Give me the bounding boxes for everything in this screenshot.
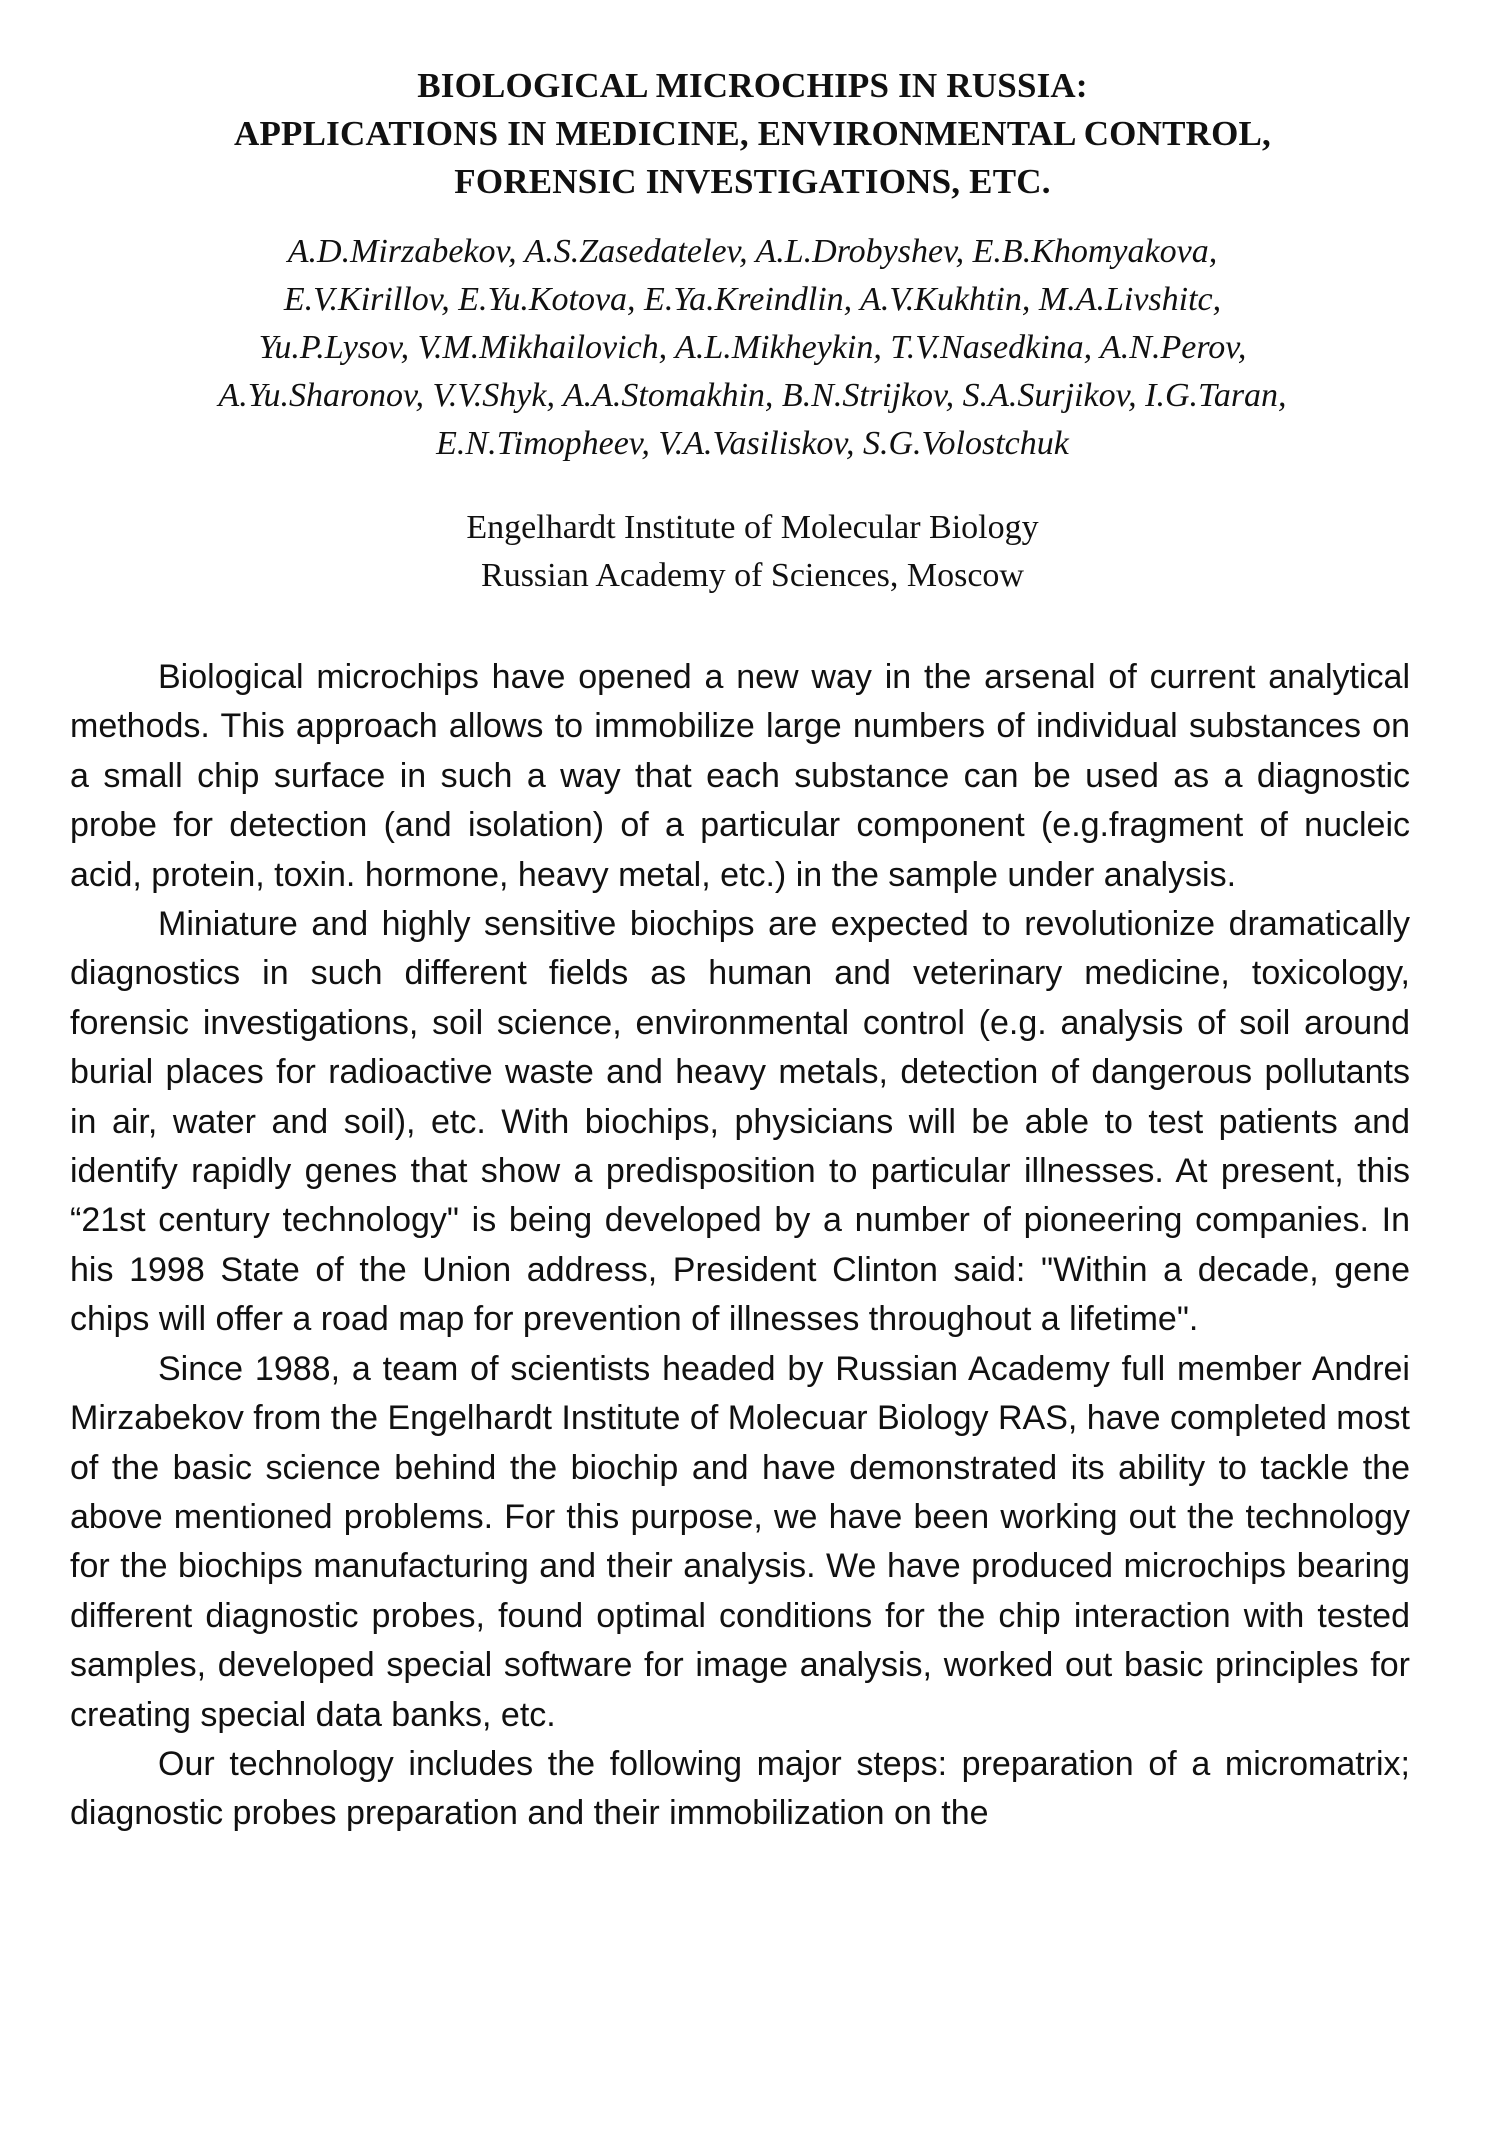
affiliation <box>70 504 1435 600</box>
body-paragraph: Since 1988, a team of scientists headed by Russian Academy full member Andrei Mirzabekov from the Engelhardt Institute of Molecuar Biology RAS, have completed most of the basic science behind the biochip and have demonstrated its ability to tackle the above mentioned problems. For this purpose, we have been working out the technology for the biochips manufacturing and their analysis. We have produced microchips bearing different diagnostic probes, found optimal conditions for the chip interaction with tested samples, developed special software for image analysis, worked out basic principles for creating special data banks, etc. <box>70 1349 1410 1734</box>
author-line: Yu.P.Lysov, V.M.Mikhailovich, A.L.Mikheykin, T.V.Nasedkina, A.N.Perov, <box>258 329 1247 366</box>
body-paragraph: Biological microchips have opened a new way in the arsenal of current analytical methods. This approach allows to immobilize large numbers of individual substances on a small chip surface in such a way that each substance can be used as a diagnostic probe for detection (and isolation) of a particular component (e.g.fragment of nucleic acid, protein, toxin. hormone, heavy metal, etc.) in the sample under analysis. <box>70 658 1410 894</box>
affiliation-institute: Engelhardt Institute of Molecular Biology <box>466 509 1039 546</box>
author-line: A.Yu.Sharonov, V.V.Shyk, A.A.Stomakhin, B.N.Strijkov, S.A.Surjikov, I.G.Taran, <box>218 377 1287 414</box>
body-text <box>70 653 1410 1839</box>
author-line: E.V.Kirillov, E.Yu.Kotova, E.Ya.Kreindlin, A.V.Kukhtin, M.A.Livshitc, <box>283 281 1222 318</box>
affiliation-academy: Russian Academy of Sciences, Moscow <box>481 557 1024 594</box>
author-list <box>70 228 1435 468</box>
author-line: A.D.Mirzabekov, A.S.Zasedatelev, A.L.Drobyshev, E.B.Khomyakova, <box>287 233 1218 270</box>
title-line: FORENSIC INVESTIGATIONS, ETC. <box>454 162 1051 201</box>
author-line: E.N.Timopheev, V.A.Vasiliskov, S.G.Volostchuk <box>436 425 1069 462</box>
title-line: APPLICATIONS IN MEDICINE, ENVIRONMENTAL CONTROL, <box>233 114 1272 153</box>
body-paragraph: Miniature and highly sensitive biochips are expected to revolutionize dramatically diagnostics in such different fields as human and veterinary medicine, toxicology, forensic investigations, soil science, environmental control (e.g. analysis of soil around burial places for radioactive waste and heavy metals, detection of dangerous pollutants in air, water and soil), etc. With biochips, physicians will be able to test patients and identify rapidly genes that show a predisposition to particular illnesses. At present, this “21st century technology" is being developed by a number of pioneering companies. In his 1998 State of the Union address, President Clinton said: "Within a decade, gene chips will offer a road map for prevention of illnesses throughout a lifetime". <box>70 905 1410 1339</box>
body-paragraph: Our technology includes the following major steps: preparation of a micromatrix; diagnostic probes preparation and their immobilization on the <box>70 1744 1410 1833</box>
title-line: BIOLOGICAL MICROCHIPS IN RUSSIA: <box>417 66 1088 105</box>
document-title <box>70 62 1435 206</box>
